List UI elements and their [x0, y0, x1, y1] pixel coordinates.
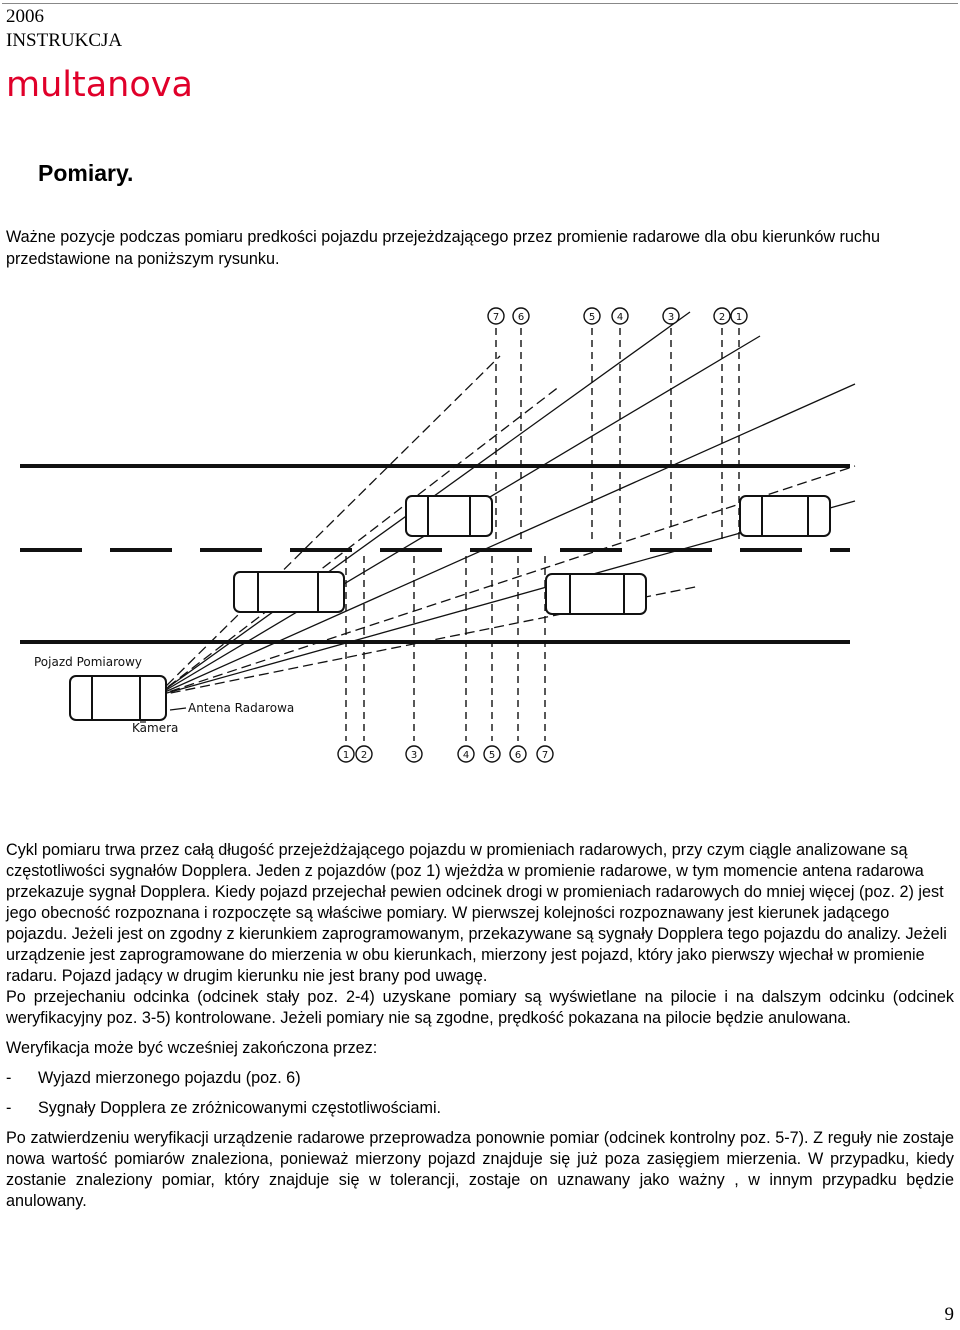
radar-diagram-svg	[0, 296, 960, 770]
label-camera: Kamera	[132, 721, 179, 735]
marker-top-7: 7	[492, 312, 500, 323]
marker-top-5: 5	[588, 312, 596, 323]
header-rule	[2, 3, 958, 4]
marker-bottom-4: 4	[462, 750, 470, 761]
marker-top-2: 2	[718, 312, 726, 323]
header-year: 2006	[6, 6, 44, 27]
paragraph-measurement-cycle: Cykl pomiaru trwa przez całą długość przejeżdżającego pojazdu w promieniach radarowych, przy czym ciągle analizowane są częstotliwości sygnałów Dopplera. Jeden z pojazdów (poz 1) wjeżdża w promienie radarowe, w tym momencie antena radarowa przekazuje sygnał Dopplera. Kiedy pojazd przejechał pewien odcinek drogi w promieniach radarowych do mniej więcej (poz. 2) jest jego obecność rozpoznana i rozpoczęte są właściwe pomiary. W pierwszej kolejności rozpoznawany jest kierunek jadącego pojazdu. Jeżeli jest on zgodny z kierunkiem zaprogramowanym, przekazywane są sygnały Dopplera tego pojazdu do analizy. Jeżeli urządzenie jest zaprogramowane do mierzenia w obu kierunkach, mierzony jest pojazd, który jako pierwszy wjechał w promienie radaru. Pojazd jadący w drugim kierunku nie jest brany pod uwagę.	[6, 841, 947, 985]
label-measuring-vehicle: Pojazd Pomiarowy	[34, 655, 143, 669]
intro-paragraph: Ważne pozycje podczas pomiaru predkości pojazdu przejeżdzającego przez promienie radarowe dla obu kierunków ruchu przedstawione na poniższym rysunku.	[6, 228, 880, 268]
marker-bottom-3: 3	[410, 750, 418, 761]
marker-bottom-7: 7	[541, 750, 549, 761]
marker-top-3: 3	[667, 312, 675, 323]
measuring-vehicle	[70, 676, 166, 720]
list-item	[6, 1068, 954, 1089]
header-title: INSTRUKCJA	[6, 30, 123, 51]
radar-diagram	[0, 296, 960, 770]
paragraph-control-measurement: Po zatwierdzeniu weryfikacji urządzenie radarowe przeprowadza ponownie pomiar (odcinek kontrolny poz. 5-7). Z reguły nie zostaje nowa wartość pomiarów znaleziona, ponieważ mierzony pojazd znajduje się już poza zasięgiem mierzenia. W przypadku, kiedy zostanie znaleziony pomiar, który znajduje się w tolerancji, zostaje on uznawany jako ważny , w innym przypadku będzie anulowany.	[6, 1129, 954, 1210]
cars-upper-lane	[406, 496, 830, 536]
paragraph-verification-segment: Po przejechaniu odcinka (odcinek stały poz. 2-4) uzyskane pomiary są wyświetlane na pilocie i na dalszym odcinku (odcinek weryfikacyjny poz. 3-5) kontrolowane. Jeżeli pomiary nie są zgodne, prędkość pokazana na pilocie będzie anulowana.	[6, 988, 954, 1027]
section-title: Pomiary.	[38, 160, 134, 186]
label-radar-antenna: Antena Radarowa	[188, 701, 295, 715]
body-text	[6, 840, 954, 1212]
cars-lower-lane	[234, 572, 646, 614]
bullet-text: Sygnały Dopplera ze zróżnicowanymi częstotliwościami.	[38, 1099, 442, 1117]
bullet-text: Wyjazd mierzonego pojazdu (poz. 6)	[38, 1069, 301, 1087]
brand-logo: multanova	[6, 65, 193, 105]
marker-bottom-5: 5	[488, 750, 496, 761]
marker-top-1: 1	[735, 312, 743, 323]
position-lines	[346, 328, 739, 741]
bullet-dash: -	[6, 1099, 12, 1117]
page-number: 9	[944, 1304, 954, 1325]
list-item	[6, 1098, 954, 1119]
marker-bottom-6: 6	[514, 750, 522, 761]
marker-bottom-2: 2	[360, 750, 368, 761]
paragraph-verification-end: Weryfikacja może być wcześniej zakończona przez:	[6, 1039, 378, 1057]
marker-top-4: 4	[616, 312, 624, 323]
marker-bottom-1: 1	[342, 750, 350, 761]
bullet-dash: -	[6, 1069, 12, 1087]
marker-top-6: 6	[517, 312, 525, 323]
